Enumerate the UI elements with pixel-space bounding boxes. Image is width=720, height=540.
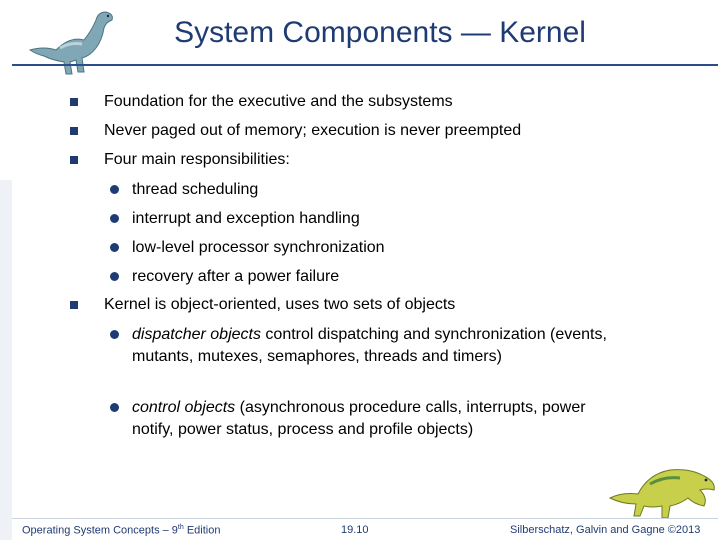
dispatcher-objects-description: control dispatching and synchronization (events, mutants, mutexes, semaphores, threads and timers) — [132, 326, 607, 365]
footer-book-title — [22, 524, 220, 537]
sub-bullet-interrupt-handling — [132, 208, 612, 230]
square-bullet-icon — [70, 301, 78, 309]
sub-bullet-text: recovery after a power failure — [132, 268, 340, 285]
footer-copyright: Silberschatz, Galvin and Gagne ©2013 — [510, 524, 701, 536]
bullet-text: Never paged out of memory; execution is never preempted — [104, 122, 522, 139]
footer-page-number: 19.10 — [341, 524, 369, 536]
dinosaur-logo-icon — [604, 458, 720, 524]
sub-bullet-thread-scheduling — [132, 179, 612, 201]
round-bullet-icon — [110, 330, 119, 339]
sub-bullet-control-objects — [132, 397, 612, 441]
round-bullet-icon — [110, 214, 119, 223]
footer-book-prefix: Operating System Concepts – 9 — [22, 524, 178, 537]
bullet-text: Foundation for the executive and the subsystems — [104, 93, 453, 110]
sub-bullet-text: thread scheduling — [132, 181, 259, 198]
sub-bullet-power-recovery — [132, 266, 612, 288]
control-objects-term: control objects — [132, 399, 236, 416]
bullet-text: Kernel is object-oriented, uses two sets of objects — [104, 296, 456, 313]
sub-bullet-text: low-level processor synchronization — [132, 239, 385, 256]
square-bullet-icon — [70, 127, 78, 135]
sub-bullet-text: interrupt and exception handling — [132, 210, 360, 227]
footer-book-suffix: Edition — [183, 524, 221, 537]
round-bullet-icon — [110, 403, 119, 412]
square-bullet-icon — [70, 156, 78, 164]
bullet-text: Four main responsibilities: — [104, 151, 290, 168]
control-objects-description: (asynchronous procedure calls, interrupts, power notify, power status, process and profile objects) — [132, 399, 586, 438]
round-bullet-icon — [110, 272, 119, 281]
sub-bullet-dispatcher-objects — [132, 324, 612, 368]
square-bullet-icon — [70, 98, 78, 106]
footer-book-sup: th — [177, 524, 184, 531]
sub-bullet-processor-sync — [132, 237, 612, 259]
footer-divider — [12, 518, 718, 519]
round-bullet-icon — [110, 243, 119, 252]
round-bullet-icon — [110, 185, 119, 194]
dispatcher-objects-term: dispatcher objects — [132, 326, 261, 343]
slide-title: System Components — Kernel — [174, 16, 586, 49]
